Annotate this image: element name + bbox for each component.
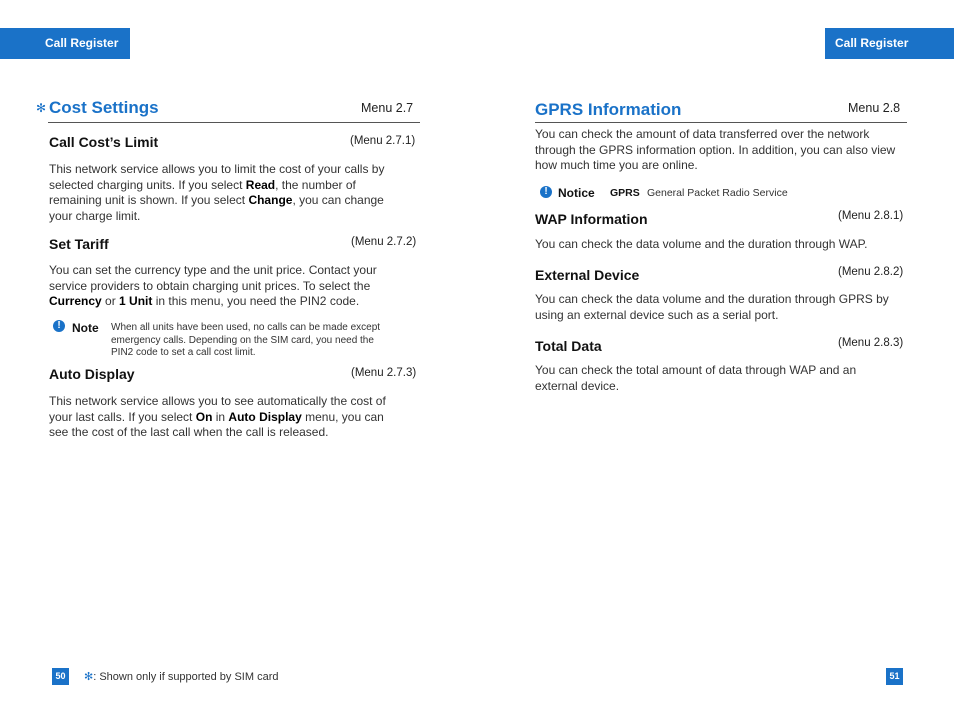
section-title-gprs: GPRS Information [535, 100, 682, 119]
text-line [49, 178, 419, 194]
text-bold: Read [245, 177, 276, 192]
text-line: external device. [535, 378, 620, 393]
subsection-title-set-tariff: Set Tariff [49, 236, 109, 252]
text-bold: Auto Display [228, 409, 302, 424]
subsection-title-call-cost-limit: Call Cost’s Limit [49, 134, 159, 150]
text-line [49, 294, 421, 310]
text-line: emergency calls. Depending on the SIM card, you need the [111, 334, 374, 346]
paragraph-gprs-intro [535, 127, 907, 174]
subsection-menu: (Menu 2.7.1) [350, 135, 416, 147]
menu-number: Menu 2.8 [848, 101, 901, 115]
subsection-title-external-device: External Device [535, 267, 640, 283]
footnote-text: : Shown only if supported by SIM card [93, 671, 279, 683]
text-line: how much time you are online. [535, 158, 698, 172]
text-line: This network service allows you to limit the cost of your calls by [49, 162, 385, 176]
paragraph-call-cost-limit [49, 162, 419, 224]
text-line: You can check the total amount of data through WAP and an [535, 363, 857, 377]
text-span: or [101, 294, 120, 308]
note-text [111, 322, 411, 360]
subsection-title-auto-display: Auto Display [49, 366, 135, 382]
text-span: your last calls. If you select [49, 409, 196, 424]
star-icon: ✻ [84, 671, 94, 683]
subsection-menu: (Menu 2.8.1) [838, 210, 904, 222]
text-line: You can check the data volume and the duration through GPRS by [535, 292, 889, 306]
text-span: in this menu, you need the PIN2 code. [152, 294, 360, 308]
paragraph-wap-info [535, 237, 907, 253]
subsection-menu: (Menu 2.8.2) [838, 266, 904, 278]
section-title: Cost Settings [49, 98, 159, 117]
subsection-menu: (Menu 2.7.3) [351, 367, 417, 379]
header-tab-right: Call Register [825, 28, 954, 59]
text-span: remaining unit is shown. If you select [49, 193, 249, 207]
text-bold: On [195, 409, 213, 424]
notice-term: GPRS [610, 187, 640, 199]
star-icon: ✻ [36, 101, 47, 115]
text-line: When all units have been used, no calls can be made except [111, 322, 381, 333]
note-icon: ! [53, 320, 65, 332]
paragraph-total-data [535, 363, 907, 394]
text-bold: 1 Unit [119, 294, 153, 308]
text-line: PIN2 code to set a call cost limit. [111, 347, 256, 358]
paragraph-auto-display [49, 394, 421, 441]
section-header-cost-settings [36, 99, 46, 117]
text-span: , you can change [292, 193, 384, 207]
paragraph-set-tariff [49, 263, 421, 310]
text-line: using an external device such as a serial port. [535, 307, 779, 322]
text-line: You can set the currency type and the unit price. Contact your [49, 263, 377, 277]
subsection-title-total-data: Total Data [535, 338, 602, 354]
text-line: service providers to obtain charging unit prices. To select the [49, 278, 371, 293]
notice-label: Notice [558, 186, 595, 200]
paragraph-external-device [535, 292, 907, 323]
notice-icon: ! [540, 186, 552, 198]
text-span: menu, you can [301, 409, 384, 424]
page-number-right: 51 [886, 668, 903, 685]
header-tab-left: Call Register [0, 28, 130, 59]
text-span: selected charging units. If you select [49, 177, 246, 192]
text-line [49, 410, 421, 426]
notice-description: General Packet Radio Service [647, 187, 788, 199]
text-span: in [212, 409, 229, 424]
text-line: through the GPRS information option. In addition, you can also view [535, 142, 896, 157]
text-line: see the cost of the last call when the call is released. [49, 425, 329, 439]
divider [535, 122, 907, 123]
text-line: You can check the data volume and the duration through WAP. [535, 237, 868, 251]
divider [48, 122, 420, 123]
subsection-title-wap-info: WAP Information [535, 211, 648, 227]
menu-number: Menu 2.7 [361, 101, 414, 115]
text-line: This network service allows you to see automatically the cost of [49, 394, 386, 408]
text-bold: Currency [49, 294, 102, 308]
footnote [84, 670, 278, 683]
text-line: You can check the amount of data transferred over the network [535, 127, 870, 141]
text-line: your charge limit. [49, 208, 141, 223]
note-label: Note [72, 321, 99, 335]
text-line [49, 193, 419, 209]
text-bold: Change [248, 193, 293, 207]
text-span: , the number of [275, 177, 356, 192]
subsection-menu: (Menu 2.7.2) [351, 236, 417, 248]
page-number-left: 50 [52, 668, 69, 685]
subsection-menu: (Menu 2.8.3) [838, 337, 904, 349]
